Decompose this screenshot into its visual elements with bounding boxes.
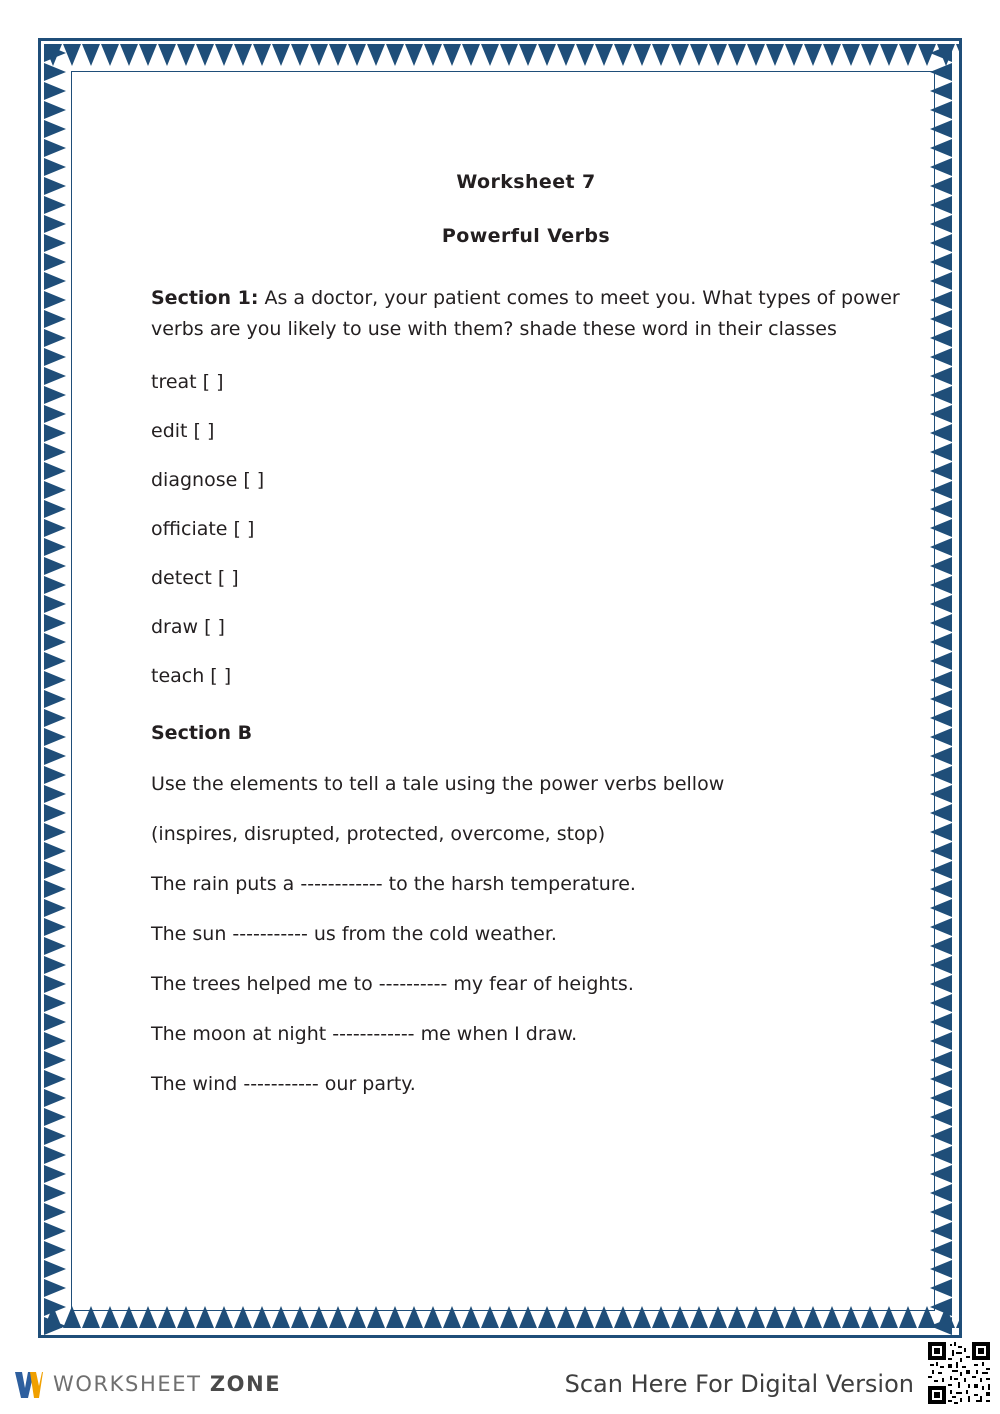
page-footer [0, 1342, 1000, 1414]
decorative-border-left [44, 44, 70, 1338]
list-item[interactable]: treat [ ] [151, 371, 224, 393]
scan-instruction-text: Scan Here For Digital Version [564, 1370, 914, 1398]
section-b-sentence-list [151, 869, 901, 1100]
worksheet-content [151, 171, 901, 1119]
list-item[interactable]: diagnose [ ] [151, 469, 265, 491]
brand-name-second: ZONE [209, 1372, 282, 1396]
list-item[interactable]: The trees helped me to ---------- my fear of heights. [151, 973, 634, 995]
section-b-instructions: Use the elements to tell a tale using the power verbs bellow [151, 773, 725, 795]
list-item[interactable]: edit [ ] [151, 420, 215, 442]
page-subtitle: Powerful Verbs [441, 225, 611, 247]
list-item[interactable]: The rain puts a ------------ to the harsh temperature. [151, 873, 636, 895]
list-item[interactable]: The moon at night ------------ me when I draw. [151, 1023, 578, 1045]
decorative-border-top [44, 44, 962, 70]
list-item[interactable]: teach [ ] [151, 665, 232, 687]
worksheet-page [38, 38, 962, 1338]
page-title: Worksheet 7 [456, 171, 596, 193]
section-b-heading: Section B [151, 722, 253, 744]
brand-name [53, 1372, 281, 1396]
section1-label: Section 1: [151, 287, 259, 309]
section-b-word-bank: (inspires, disrupted, protected, overcome, stop) [151, 823, 606, 845]
list-item[interactable]: detect [ ] [151, 567, 239, 589]
section1-instruction-text: As a doctor, your patient comes to meet you. What types of power verbs are you likely to use with them? shade these word in their classes [151, 287, 900, 340]
list-item[interactable]: The wind ----------- our party. [151, 1073, 416, 1095]
brand-logo[interactable] [14, 1368, 281, 1400]
list-item[interactable]: draw [ ] [151, 616, 225, 638]
qr-code-icon[interactable] [928, 1342, 990, 1404]
list-item[interactable]: officiate [ ] [151, 518, 255, 540]
brand-name-first: WORKSHEET [53, 1372, 202, 1396]
section1-instructions [151, 283, 901, 345]
worksheet-zone-logo-icon [14, 1368, 44, 1400]
list-item[interactable]: The sun ----------- us from the cold weather. [151, 923, 557, 945]
section1-word-list [151, 367, 901, 692]
